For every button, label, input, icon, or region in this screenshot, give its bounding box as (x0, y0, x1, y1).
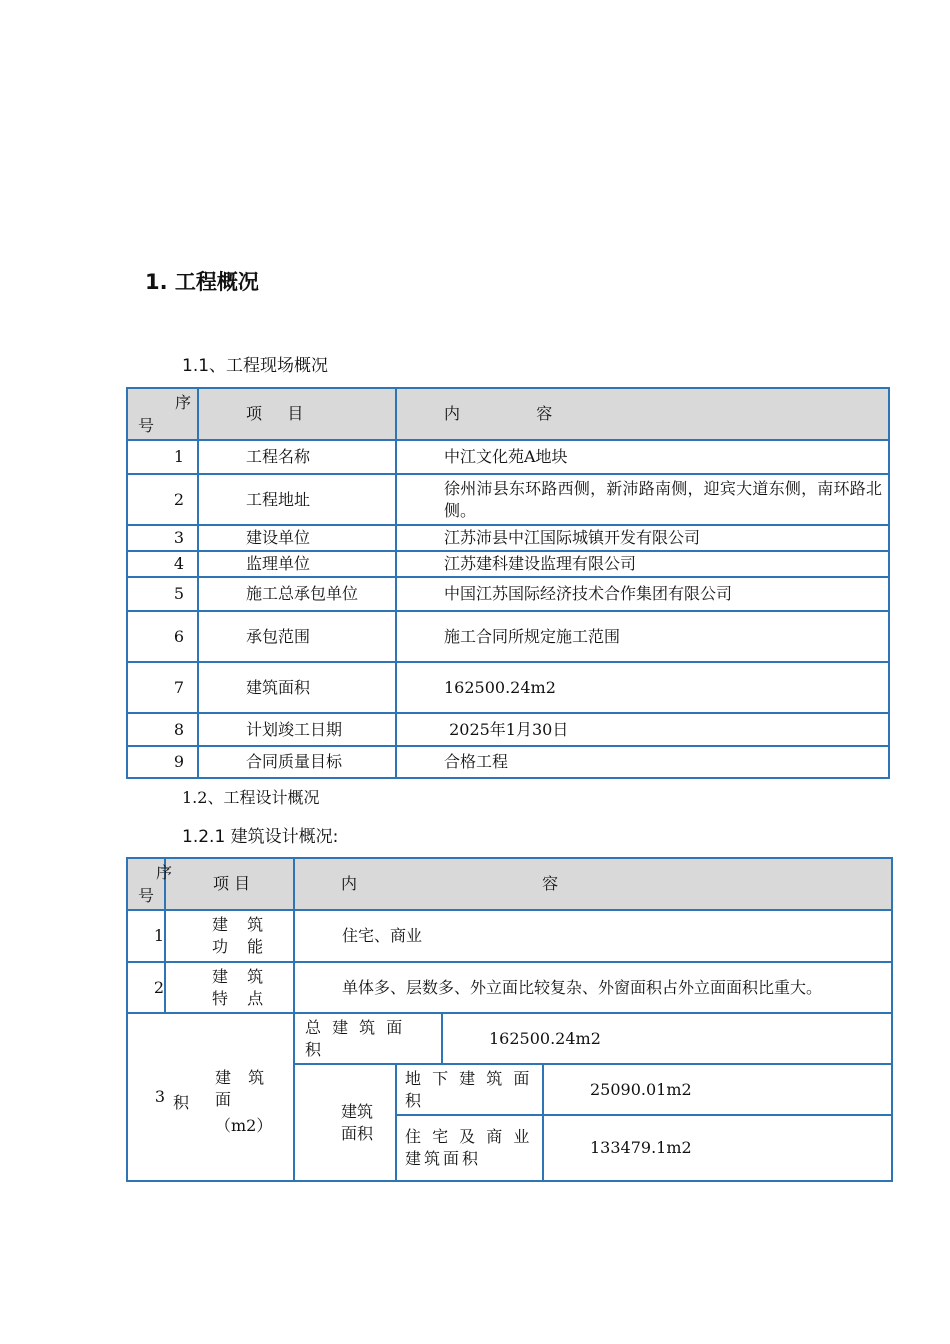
table-row: 1 工程名称 中江文化苑A地块 (127, 440, 889, 474)
table-row: 9 合同质量目标 合格工程 (127, 746, 889, 778)
table-row: 1 建 筑 功 能 住宅、商业 (127, 910, 892, 962)
table-row: 3 建设单位 江苏沛县中江国际城镇开发有限公司 (127, 525, 889, 551)
header-item: 项 目 (198, 388, 396, 440)
header-seq: 序 号 (127, 388, 198, 440)
header-content: 内 容 (294, 858, 892, 910)
site-overview-table (126, 387, 890, 779)
table-row: 7 建筑面积 162500.24m2 (127, 662, 889, 713)
subsection-title: 1.2.1 建筑设计概况: (182, 827, 339, 847)
subsection-title: 1.1、工程现场概况 (182, 356, 329, 376)
section-title: 1. 工程概况 (145, 270, 259, 294)
table-header-row (127, 858, 892, 910)
table-row: 6 承包范围 施工合同所规定施工范围 (127, 611, 889, 662)
header-seq: 序 号 (127, 858, 165, 910)
table-row: 住 宅 及 商 业建筑面积 133479.1m2 (127, 1115, 892, 1181)
table-row: 4 监理单位 江苏建科建设监理有限公司 (127, 551, 889, 577)
subsection-title: 1.2、工程设计概况 (182, 788, 320, 807)
table-row: 建筑面积 地 下 建 筑 面积 25090.01m2 (127, 1064, 892, 1115)
header-content: 内 容 (396, 388, 889, 440)
table-row: 5 施工总承包单位 中国江苏国际经济技术合作集团有限公司 (127, 577, 889, 611)
architecture-design-table (126, 857, 893, 1182)
table-row: 2 工程地址 徐州沛县东环路西侧，新沛路南侧，迎宾大道东侧，南环路北侧。 (127, 474, 889, 525)
table-row: 3 积 建 筑 面 （m2） 总 建 筑 面 积 162500.24m2 (127, 1013, 892, 1064)
area-label-cell: 积 建 筑 面 （m2） (165, 1013, 294, 1181)
table-row: 8 计划竣工日期 2025年1月30日 (127, 713, 889, 746)
table-row: 2 建 筑 特 点 单体多、层数多、外立面比较复杂、外窗面积占外立面面积比重大。 (127, 962, 892, 1013)
header-item: 项 目 (165, 858, 294, 910)
table-header-row (127, 388, 889, 440)
